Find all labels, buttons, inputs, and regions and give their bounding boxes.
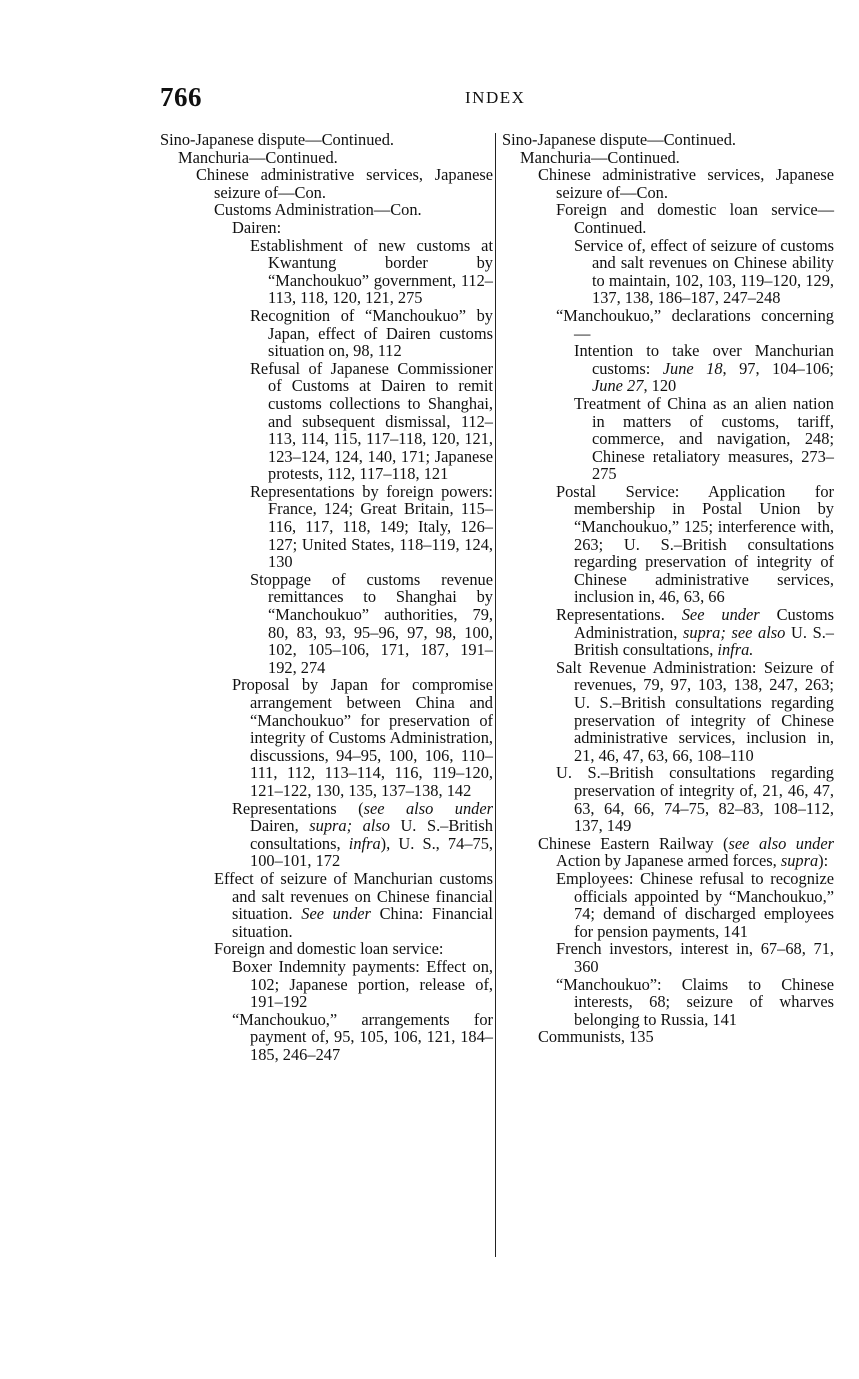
index-entry (160, 360, 493, 483)
index-entry (502, 395, 834, 483)
entry-text: Treatment of China as an alien nation in matters of customs, tariff, commerce, and navigation, 248; Chinese retaliatory measures, 273–275 (574, 393, 834, 484)
index-entry (502, 201, 834, 236)
running-head: INDEX (465, 88, 526, 107)
entry-text: U. S.–British consultations, (250, 816, 493, 853)
entry-text: Representations. (556, 605, 682, 625)
entry-text: , 97, 104–106; (722, 358, 834, 378)
index-entry (160, 676, 493, 799)
entry-text: ): (818, 851, 829, 871)
italic-reference: see also under (363, 798, 494, 818)
index-entry (160, 237, 493, 307)
entry-text: Effect of seizure of Manchurian customs and salt revenues on Chinese financial situation. (214, 868, 493, 924)
index-entry (502, 149, 834, 167)
entry-text: Sino-Japanese dispute—Continued. (160, 130, 394, 149)
entry-text: Proposal by Japan for compromise arrangement between China and “Manchoukuo” for preservation of integrity of Customs Administration, discussions, 94–95, 100, 106, 110–111, 112, 113–114, 116, 119–120, 121–122, 130, 135, 137–138, 142 (232, 675, 493, 800)
index-entry (160, 219, 493, 237)
index-entry (160, 940, 493, 958)
entry-text: “Manchoukuo”: Claims to Chinese interests, 68; seizure of wharves belonging to Russia, 141 (556, 974, 834, 1029)
entry-text: Employees: Chinese refusal to recognize officials appointed by “Manchoukuo,” 74; demand of discharged employees for pension payments, 141 (556, 868, 834, 941)
entry-text: Refusal of Japanese Commissioner of Customs at Dairen to remit customs collections to Shanghai, and subsequent dismissal, 112–113, 114, 115, 117–118, 120, 121, 123–124, 124, 140, 171; Japanese protests, 112, 117–118, 121 (250, 358, 493, 484)
entry-text: Foreign and domestic loan service—Continued. (556, 200, 834, 237)
italic-reference: see also under (728, 833, 835, 853)
entry-text: Customs Administration—Con. (214, 200, 422, 220)
italic-reference: infra (348, 833, 381, 853)
index-entry (160, 483, 493, 571)
index-entry (160, 307, 493, 360)
entry-text: Representations ( (232, 798, 364, 818)
entry-text: “Manchoukuo,” arrangements for payment of, 95, 105, 106, 121, 184–185, 246–247 (232, 1009, 493, 1064)
index-entry (160, 870, 493, 940)
entry-text: Manchuria—Continued. (520, 147, 680, 167)
index-entry (502, 659, 834, 765)
italic-reference: See under (301, 904, 371, 924)
italic-reference: June 18 (662, 358, 723, 378)
entry-text: Communists, 135 (538, 1027, 654, 1047)
italic-reference: See under (681, 605, 760, 625)
index-entry (160, 131, 493, 149)
entry-text: French investors, interest in, 67–68, 71, 360 (556, 939, 834, 976)
entry-text: Service of, effect of seizure of customs and salt revenues on Chinese ability to maintain, 102, 103, 119–120, 129, 137, 138, 186–187, 247–248 (574, 235, 834, 308)
index-entry (502, 870, 834, 940)
index-entry (502, 342, 834, 395)
entry-text: Intention to take over Manchurian customs: (574, 341, 834, 378)
entry-text: U. S.–British consultations regarding preservation of integrity of, 21, 46, 47, 63, 64, 66, 74–75, 82–83, 108–112, 137, 149 (556, 763, 834, 836)
entry-text: Manchuria—Continued. (178, 147, 338, 167)
entry-text: China: Financial situation. (232, 904, 493, 941)
index-entry (502, 764, 834, 834)
page-number: 766 (160, 82, 202, 112)
entry-text: Stoppage of customs revenue remittances to Shanghai by “Manchoukuo” authorities, 79, 80, 83, 93, 95–96, 97, 98, 100, 102, 105–106, 171, 187, 191–192, 274 (250, 569, 493, 677)
column-divider (495, 133, 496, 1257)
index-entry (160, 571, 493, 677)
entry-text: Sino-Japanese dispute—Continued. (502, 130, 736, 149)
index-entry (502, 307, 834, 342)
entry-text: Chinese administrative services, Japanese seizure of—Con. (196, 165, 493, 202)
index-entry (502, 166, 834, 201)
entry-text: , 120 (643, 376, 677, 396)
entry-text: Representations by foreign powers: France, 124; Great Britain, 115–116, 117, 118, 149; Italy, 126–127; United States, 118–119, 124, 130 (250, 481, 493, 572)
index-entry (502, 940, 834, 975)
index-entry (502, 131, 834, 149)
entry-text: U. S.–British consultations, (574, 622, 834, 660)
index-entry (160, 958, 493, 1011)
index-entry (160, 800, 493, 870)
entry-text: Foreign and domestic loan service: (214, 939, 444, 959)
right-index-column (502, 131, 834, 1046)
entry-text: Establishment of new customs at Kwantung border by “Manchoukuo” government, 112–113, 118, 120, 121, 275 (250, 235, 493, 308)
entry-text: ), U. S., 74–75, 100–101, 172 (250, 833, 494, 871)
index-entry (502, 606, 834, 659)
index-entry (160, 1011, 493, 1064)
entry-text: Recognition of “Manchoukuo” by Japan, effect of Dairen customs situation on, 98, 112 (250, 305, 493, 361)
index-entry (502, 483, 834, 606)
entry-text: Salt Revenue Administration: Seizure of revenues, 79, 97, 103, 138, 247, 263; U. S.–British consultations regarding preservation of integrity of Chinese administrative services, inclusion in, 21, 46, 47, 63, 66, 108–110 (556, 657, 834, 765)
index-entry (160, 201, 493, 219)
italic-reference: infra. (717, 640, 754, 660)
entry-text: Chinese administrative services, Japanese seizure of—Con. (538, 165, 834, 202)
index-entry (502, 237, 834, 307)
italic-reference: June 27 (592, 376, 644, 396)
entry-text: Dairen, (250, 816, 310, 836)
entry-text: Dairen: (232, 217, 282, 237)
italic-reference: supra; see also (683, 622, 786, 642)
index-entry (502, 835, 834, 870)
italic-reference: supra; also (309, 816, 390, 836)
entry-text: Customs Administration, (574, 605, 834, 642)
index-entry (160, 149, 493, 167)
entry-text: Boxer Indemnity payments: Effect on, 102; Japanese portion, release of, 191–192 (232, 956, 493, 1012)
entry-text: Action by Japanese armed forces, (556, 851, 781, 871)
entry-text: “Manchoukuo,” declarations concerning— (556, 305, 834, 343)
index-entry (502, 1028, 834, 1046)
left-index-column (160, 131, 493, 1063)
index-entry (160, 166, 493, 201)
index-entry (502, 976, 834, 1029)
italic-reference: supra (780, 851, 819, 871)
entry-text: Chinese Eastern Railway ( (538, 833, 729, 853)
entry-text: Postal Service: Application for membership in Postal Union by “Manchoukuo,” 125; interference with, 263; U. S.–British consultations regarding preservation of integrity of Chinese administrative services, inclusion in, 46, 63, 66 (556, 481, 834, 607)
